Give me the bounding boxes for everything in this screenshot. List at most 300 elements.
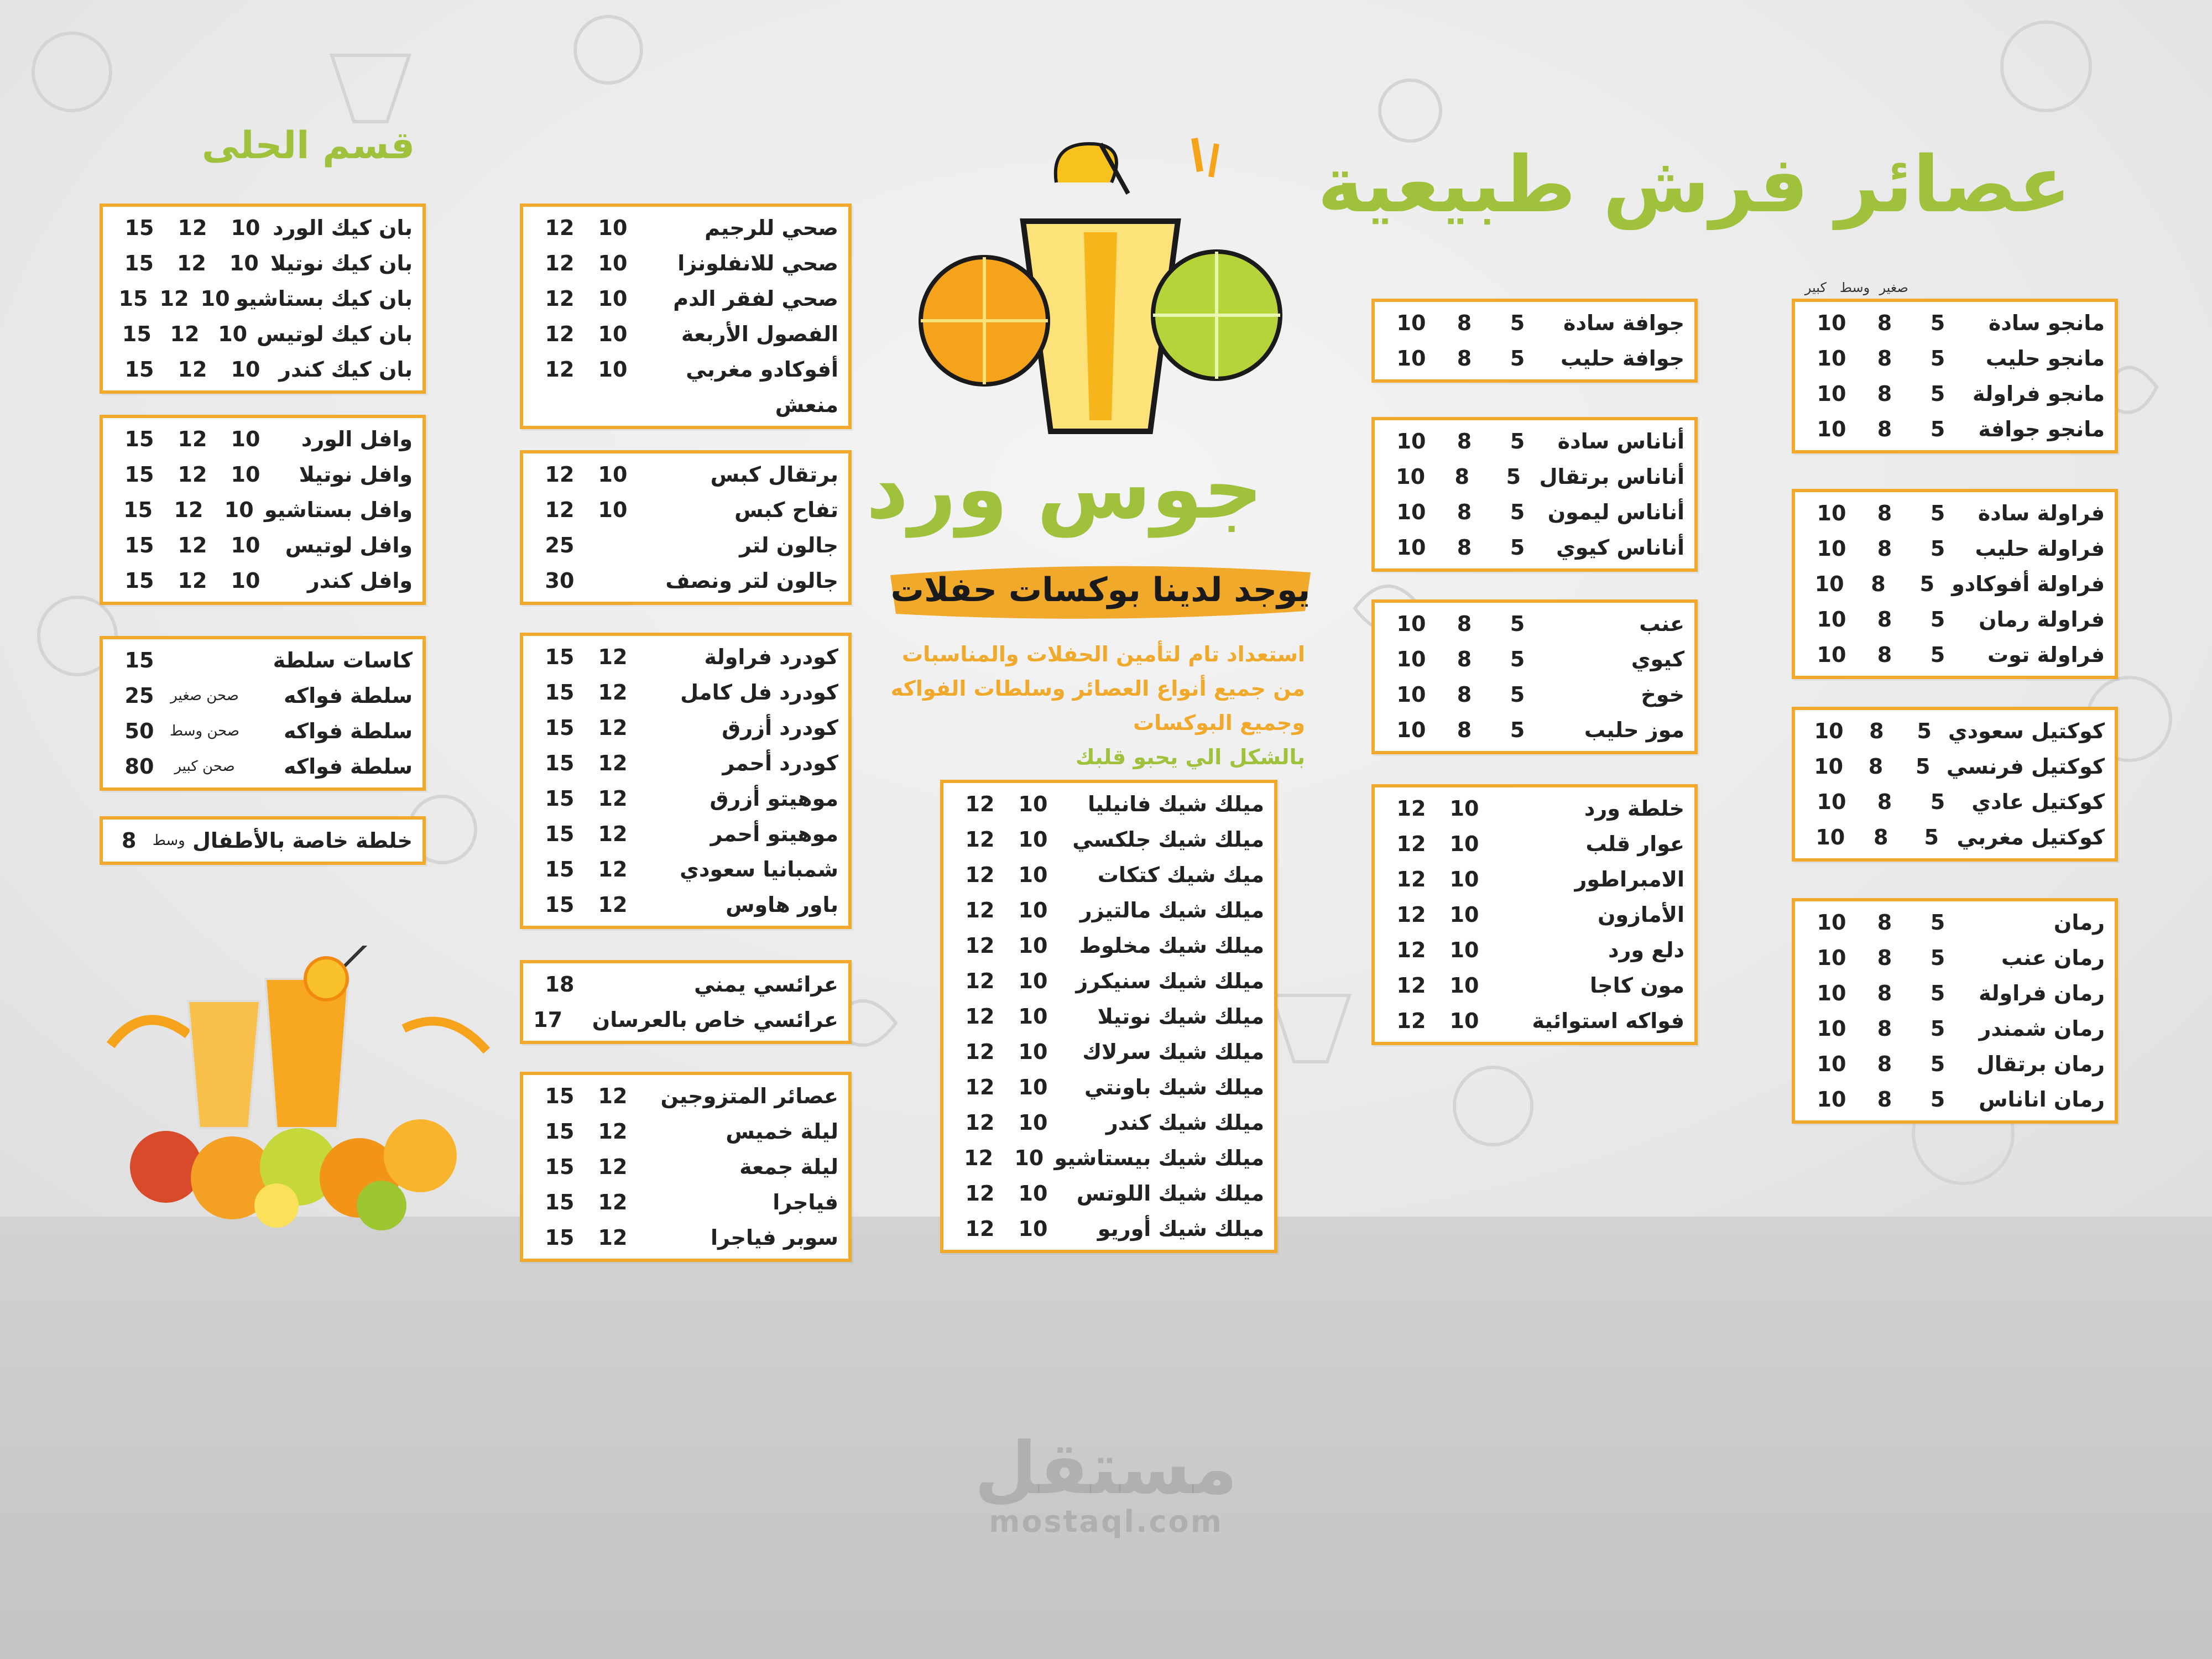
menu-item-price: 5 [1930, 346, 1945, 371]
menu-item-name: كودرد أحمر [722, 751, 838, 775]
menu-item-row [533, 492, 838, 528]
menu-item-price: 10 [1817, 607, 1846, 632]
menu-box-special [1371, 784, 1698, 1045]
menu-box-healthy [520, 204, 852, 429]
menu-item-price: 10 [1018, 1217, 1048, 1241]
menu-item-price: 10 [1817, 382, 1846, 406]
menu-item-price: 15 [124, 357, 154, 382]
menu-item-name: ميلك شيك اللوتس [1076, 1181, 1264, 1206]
menu-item-price: 15 [545, 822, 575, 846]
menu-item-price: 8 [1457, 500, 1472, 524]
menu-item-price: 10 [1396, 429, 1426, 453]
menu-item-price: 8 [1868, 754, 1884, 779]
menu-item-price: 8 [1877, 1087, 1892, 1112]
menu-item-price: 12 [174, 498, 204, 522]
menu-item-price: 8 [1457, 718, 1472, 742]
menu-item-name: عوار قلب [1585, 832, 1684, 856]
menu-item-name: الفصول الأربعة [681, 322, 838, 346]
menu-item-price: 12 [965, 827, 995, 852]
menu-item-row [1805, 637, 2105, 672]
menu-item-row [1805, 341, 2105, 376]
menu-item-name: عنب [1639, 612, 1684, 636]
menu-item-name: موهيتو أحمر [710, 822, 838, 846]
menu-item-price: 10 [598, 286, 628, 311]
menu-item-name: ميلك شيك سنيكرز [1076, 969, 1264, 993]
watermark-latin: mostaql.com [989, 1504, 1223, 1539]
menu-item-price: 8 [1871, 572, 1886, 596]
menu-item-row [953, 928, 1264, 963]
menu-item-name: مانجو حليب [1985, 346, 2105, 371]
menu-item-row [1805, 905, 2105, 940]
menu-item-price: 10 [1018, 827, 1048, 852]
menu-item-row [533, 563, 838, 598]
menu-item-row [533, 457, 838, 492]
menu-item-name: سلطة فواكه [283, 754, 413, 779]
menu-item-name: مانجو سادة [1988, 311, 2105, 335]
menu-item-price: 12 [178, 357, 207, 382]
menu-item-price: 8 [1877, 1016, 1892, 1041]
menu-item-name: كوكتيل عادي [1971, 790, 2105, 814]
menu-item-price: 12 [545, 216, 575, 240]
menu-item-price: 10 [1449, 902, 1479, 927]
menu-item-price: 12 [598, 786, 628, 811]
menu-item-row [953, 1070, 1264, 1105]
menu-item-price: 15 [545, 1225, 575, 1250]
menu-item-name: رمان عنب [2001, 946, 2105, 970]
menu-item-price: 10 [229, 251, 259, 275]
menu-item-name: ميلك شيك سرلاك [1082, 1040, 1264, 1064]
menu-item-price: 12 [178, 568, 207, 593]
menu-item-price: 10 [1814, 754, 1844, 779]
promo-line: وجميع البوكسات [1133, 711, 1305, 735]
menu-item-price: 10 [224, 498, 254, 522]
menu-box-waffle [100, 415, 426, 605]
menu-item-name: كوكتيل مغربي [1957, 825, 2105, 849]
menu-item-price: 5 [1924, 825, 1939, 849]
menu-item-price: 15 [545, 1155, 575, 1179]
menu-item-price: 8 [1877, 607, 1892, 632]
menu-item-price: 15 [124, 462, 154, 487]
menu-item-price: 5 [1930, 311, 1945, 335]
menu-item-name: ميلك شيك مالتيزر [1079, 898, 1264, 922]
menu-item-price: 12 [965, 1075, 995, 1099]
menu-item-name: رمان شمندر [1979, 1016, 2105, 1041]
menu-item-row [953, 1105, 1264, 1140]
menu-box-pomegranate [1792, 898, 2118, 1124]
menu-item-row [1805, 784, 2105, 820]
menu-item-row [953, 1176, 1264, 1211]
menu-item-price: 10 [1449, 1009, 1479, 1033]
menu-item-price: 10 [231, 462, 260, 487]
menu-item-row [533, 1114, 838, 1149]
menu-item-price: 10 [598, 251, 628, 275]
menu-item-row [533, 639, 838, 675]
menu-item-price: 30 [545, 568, 575, 593]
menu-item-price: 10 [231, 427, 260, 451]
menu-item-price: 12 [545, 357, 575, 382]
menu-item-name: ميلك شيك مخلوط [1079, 933, 1264, 958]
menu-item-price: 15 [545, 680, 575, 705]
menu-item-price: 8 [1877, 417, 1892, 441]
menu-item-name: كاسات سلطة [273, 648, 413, 672]
menu-item-price: 12 [545, 251, 575, 275]
menu-item-price: 12 [598, 1225, 628, 1250]
menu-item-price: 15 [124, 533, 154, 557]
menu-item-price: 10 [1814, 572, 1844, 596]
menu-item-name: بان كيك لوتيس [256, 322, 413, 346]
menu-item-price: 10 [1396, 682, 1426, 707]
menu-item-row [953, 822, 1264, 857]
menu-item-price: 15 [124, 648, 154, 672]
menu-item-row [1805, 713, 2105, 749]
menu-item-price: 15 [124, 251, 154, 275]
menu-item-name: بان كيك بستاشيو [236, 286, 413, 311]
menu-item-price: 15 [545, 857, 575, 881]
menu-item-row [1385, 862, 1684, 897]
menu-item-row [1385, 305, 1684, 341]
menu-item-row [113, 643, 413, 678]
menu-item-price: 12 [1396, 796, 1426, 821]
menu-item-price: 10 [200, 286, 230, 311]
menu-item-name: وافل بستاشيو [264, 498, 413, 522]
menu-item-price: 8 [1877, 981, 1892, 1005]
menu-item-note: صحن صغير [170, 687, 239, 704]
menu-item-name: برتقال كبس [710, 462, 838, 487]
menu-item-row [113, 823, 413, 858]
menu-item-row [1385, 341, 1684, 376]
menu-item-price: 12 [598, 857, 628, 881]
menu-item-price: 5 [1930, 910, 1945, 935]
menu-item-price: 12 [965, 1181, 995, 1206]
menu-item-price: 5 [1510, 647, 1525, 671]
menu-item-price: 10 [1817, 946, 1846, 970]
menu-item-price: 12 [965, 1004, 995, 1029]
menu-item-price: 12 [178, 533, 207, 557]
menu-item-price: 10 [1018, 792, 1048, 816]
menu-item-name: عصائر المتزوجين [660, 1084, 838, 1108]
menu-item-name: الأمازون [1597, 902, 1684, 927]
menu-item-name: تفاح كبس [734, 498, 838, 522]
menu-item-name: سلطة فواكه [283, 719, 413, 743]
menu-item-price: 12 [964, 1146, 994, 1170]
menu-item-name: كوكتيل فرنسي [1946, 754, 2105, 779]
menu-item-price: 15 [545, 716, 575, 740]
menu-item-row [533, 1002, 838, 1037]
menu-item-price: 15 [124, 568, 154, 593]
menu-item-name: فراولة أفوكادو [1952, 572, 2105, 596]
menu-box-cocktail2 [520, 633, 852, 929]
menu-item-price: 12 [598, 1155, 628, 1179]
menu-item-price: 12 [545, 462, 575, 487]
menu-item-name: ميلك شيك بيستاشيو [1054, 1146, 1264, 1170]
menu-item-price: 12 [965, 1040, 995, 1064]
party-boxes-banner [879, 559, 1322, 625]
menu-item-price: 10 [598, 216, 628, 240]
menu-item-price: 8 [1457, 682, 1472, 707]
menu-item-price: 10 [1817, 346, 1846, 371]
menu-item-row [1385, 424, 1684, 459]
menu-item-row [533, 675, 838, 710]
menu-item-price: 10 [1449, 796, 1479, 821]
menu-item-price: 12 [598, 893, 628, 917]
menu-item-price: 12 [170, 322, 200, 346]
menu-item-row [1805, 1082, 2105, 1117]
menu-box-salad [100, 636, 426, 791]
menu-item-note: صحن وسط [170, 723, 239, 739]
menu-item-price: 10 [1018, 1110, 1048, 1135]
menu-item-row [1385, 826, 1684, 862]
menu-item-price: 12 [178, 216, 207, 240]
menu-item-row [113, 316, 413, 352]
menu-item-row [533, 887, 838, 922]
menu-item-name: وافل نوتيلا [299, 462, 413, 487]
menu-item-price: 5 [1930, 1016, 1945, 1041]
menu-item-name: ليلة خميس [726, 1119, 838, 1144]
menu-item-row [533, 852, 838, 887]
menu-item-price: 5 [1510, 718, 1525, 742]
menu-item-row [533, 816, 838, 852]
menu-item-row [953, 786, 1264, 822]
menu-item-row [1805, 749, 2105, 784]
menu-item-row [1385, 968, 1684, 1003]
menu-item-price: 12 [965, 792, 995, 816]
menu-box-kids [100, 816, 426, 865]
menu-item-name: بان كيك الورد [273, 216, 413, 240]
menu-item-name: بان كيك كندر [279, 357, 413, 382]
menu-item-price: 10 [1449, 938, 1479, 962]
menu-item-price: 8 [1874, 825, 1888, 849]
menu-item-price: 5 [1930, 790, 1945, 814]
menu-item-row [1385, 494, 1684, 530]
menu-item-price: 10 [1014, 1146, 1044, 1170]
menu-box-guava [1371, 299, 1698, 383]
menu-item-name: جالون لتر [739, 533, 838, 557]
promo-text [879, 637, 1305, 774]
menu-item-row [1805, 602, 2105, 637]
menu-item-row [113, 210, 413, 246]
menu-item-price: 8 [1877, 910, 1892, 935]
menu-item-name: وافل لوتيس [285, 533, 413, 557]
menu-item-row [533, 528, 838, 563]
menu-item-name: ليلة جمعة [739, 1155, 838, 1179]
menu-item-row [113, 678, 413, 713]
menu-item-name: سلطة فواكه [283, 684, 413, 708]
menu-item-name: فراولة سادة [1978, 501, 2105, 525]
menu-item-price: 12 [965, 898, 995, 922]
menu-item-price: 10 [1396, 500, 1426, 524]
menu-item-row [533, 1078, 838, 1114]
menu-item-price: 15 [545, 1119, 575, 1144]
menu-item-price: 12 [598, 680, 628, 705]
menu-item-price: 12 [965, 1110, 995, 1135]
menu-item-name: رمان [2053, 910, 2105, 935]
menu-item-price: 5 [1506, 465, 1521, 489]
menu-item-name: عرائسي يمني [694, 972, 838, 997]
menu-item-price: 12 [159, 286, 189, 311]
menu-item-row [1805, 566, 2105, 602]
menu-item-price: 12 [1396, 867, 1426, 891]
menu-item-price: 12 [598, 751, 628, 775]
menu-box-strawberry [1792, 489, 2118, 679]
menu-box-mango [1792, 299, 2118, 453]
menu-item-price: 10 [1396, 346, 1426, 371]
menu-item-price: 15 [122, 322, 152, 346]
menu-item-row [113, 713, 413, 749]
menu-item-name: خلطة ورد [1584, 796, 1684, 821]
menu-item-name: صحي للرجيم [705, 216, 838, 240]
menu-item-row [113, 457, 413, 492]
watermark-arabic: مستقل [974, 1426, 1238, 1510]
menu-item-row [113, 563, 413, 598]
menu-item-price: 10 [1018, 1004, 1048, 1029]
menu-item-name: مانجو فراولة [1973, 382, 2105, 406]
menu-item-row [953, 963, 1264, 999]
juice-glass-logo [918, 122, 1283, 453]
menu-item-price: 15 [124, 216, 154, 240]
menu-item-price: 12 [965, 933, 995, 958]
menu-item-price: 12 [545, 322, 575, 346]
menu-item-row [953, 1211, 1264, 1246]
menu-item-row [533, 210, 838, 246]
menu-item-name: الامبراطور [1574, 867, 1684, 891]
menu-item-price: 10 [1815, 825, 1845, 849]
promo-line: بالشكل الي يحبو قلبك [1075, 745, 1305, 769]
menu-item-name: أفوكادو مغربي [686, 357, 838, 382]
menu-item-row [1805, 376, 2105, 411]
menu-item-price: 12 [598, 1119, 628, 1144]
menu-item-price: 5 [1916, 754, 1931, 779]
menu-item-row [1385, 459, 1684, 494]
menu-item-price: 8 [1457, 311, 1472, 335]
menu-item-price: 10 [1396, 535, 1426, 560]
menu-item-price: 10 [1817, 790, 1846, 814]
menu-item-price: 10 [1396, 718, 1426, 742]
menu-item-name: ميلك شيك كندر [1105, 1110, 1264, 1135]
menu-item-name: رمان فراولة [1979, 981, 2105, 1005]
menu-item-price: 15 [545, 1084, 575, 1108]
menu-item-price: 8 [1877, 1052, 1892, 1076]
menu-item-name: فياجرا [773, 1190, 838, 1214]
menu-item-price: 15 [545, 893, 575, 917]
menu-item-price: 12 [598, 1084, 628, 1108]
menu-item-price: 12 [545, 498, 575, 522]
brand-name: جوس ورد [866, 441, 1263, 538]
menu-item-price: 10 [1817, 501, 1846, 525]
menu-item-price: 12 [598, 1190, 628, 1214]
menu-item-name: كودرد أزرق [722, 716, 838, 740]
menu-item-price: 10 [1396, 311, 1426, 335]
menu-item-row [1805, 975, 2105, 1011]
menu-item-name: جالون لتر ونصف [665, 568, 838, 593]
menu-item-price: 8 [1877, 536, 1892, 561]
menu-item-price: 12 [965, 969, 995, 993]
menu-item-price: 12 [178, 462, 207, 487]
size-large-label: كبير [1804, 280, 1827, 295]
mostaql-watermark [940, 1426, 1272, 1539]
menu-item-price: 5 [1930, 1052, 1945, 1076]
menu-item-row [953, 999, 1264, 1034]
menu-item-price: 10 [598, 357, 628, 382]
menu-box-pressed [520, 450, 852, 605]
menu-item-price: 10 [1817, 1052, 1846, 1076]
menu-item-name: أناناس كيوي [1556, 535, 1684, 560]
menu-item-row [1805, 940, 2105, 975]
menu-item-price: 5 [1930, 501, 1945, 525]
menu-item-row [953, 1034, 1264, 1070]
size-headers [1796, 280, 1913, 295]
menu-item-name: باور هاوس [726, 893, 838, 917]
menu-item-row [953, 857, 1264, 893]
menu-item-name: سوبر فياجرا [710, 1225, 838, 1250]
menu-box-bride [520, 960, 852, 1044]
menu-item-price: 8 [1454, 465, 1469, 489]
banner-text: يوجد لدينا بوكسات حفلات [890, 571, 1311, 609]
menu-item-row [1385, 932, 1684, 968]
menu-item-row [533, 316, 838, 352]
menu-box-fruits [1371, 599, 1698, 754]
menu-item-price: 8 [1457, 647, 1472, 671]
promo-line: من جميع أنواع العصائر وسلطات الفواكه [890, 676, 1305, 701]
menu-item-row [1385, 606, 1684, 641]
menu-item-row [113, 421, 413, 457]
menu-item-name: فراولة رمان [1979, 607, 2105, 632]
menu-item-price: 10 [1018, 969, 1048, 993]
menu-item-price: 10 [231, 216, 260, 240]
menu-item-price: 10 [1018, 863, 1048, 887]
menu-item-name: ميلك شيك أوريو [1097, 1217, 1264, 1241]
menu-item-price: 8 [1877, 946, 1892, 970]
menu-item-row [1385, 641, 1684, 677]
menu-item-row [113, 246, 413, 281]
menu-item-price: 5 [1930, 536, 1945, 561]
menu-item-row [113, 492, 413, 528]
menu-item-price: 12 [178, 427, 207, 451]
menu-item-name: موز حليب [1584, 718, 1684, 742]
menu-item-name: ميلك شيك فانيليا [1088, 792, 1264, 816]
menu-box-pineapple [1371, 417, 1698, 572]
menu-item-name: كوكتيل سعودي [1948, 719, 2105, 743]
menu-item-price: 12 [1396, 973, 1426, 998]
menu-item-price: 10 [1817, 981, 1846, 1005]
menu-item-price: 8 [1877, 643, 1892, 667]
menu-item-row [533, 246, 838, 281]
menu-item-price: 10 [1817, 417, 1846, 441]
menu-item-row [533, 710, 838, 745]
menu-item-name: رمان اناناس [1979, 1087, 2105, 1112]
menu-item-price: 10 [1814, 719, 1844, 743]
menu-item-price: 18 [545, 972, 575, 997]
menu-item-row [113, 281, 413, 316]
menu-item-price: 10 [231, 568, 260, 593]
menu-item-price: 10 [1396, 647, 1426, 671]
menu-title: عصائر فرش طبيعية [1317, 140, 2071, 230]
menu-item-row [1805, 411, 2105, 447]
menu-item-price: 10 [218, 322, 248, 346]
menu-item-name: صحي لفقر الدم [673, 286, 838, 311]
menu-item-name: أناناس سادة [1557, 429, 1684, 453]
menu-item-price: 10 [1817, 311, 1846, 335]
menu-item-row [1385, 712, 1684, 748]
menu-item-row [113, 528, 413, 563]
menu-item-price: 5 [1919, 572, 1935, 596]
menu-item-row [1385, 530, 1684, 565]
menu-item-price: 10 [1449, 973, 1479, 998]
menu-item-price: 10 [598, 322, 628, 346]
menu-item-price: 12 [176, 251, 206, 275]
menu-item-row [533, 352, 838, 387]
menu-item-price: 12 [598, 716, 628, 740]
menu-item-row [1805, 1011, 2105, 1046]
